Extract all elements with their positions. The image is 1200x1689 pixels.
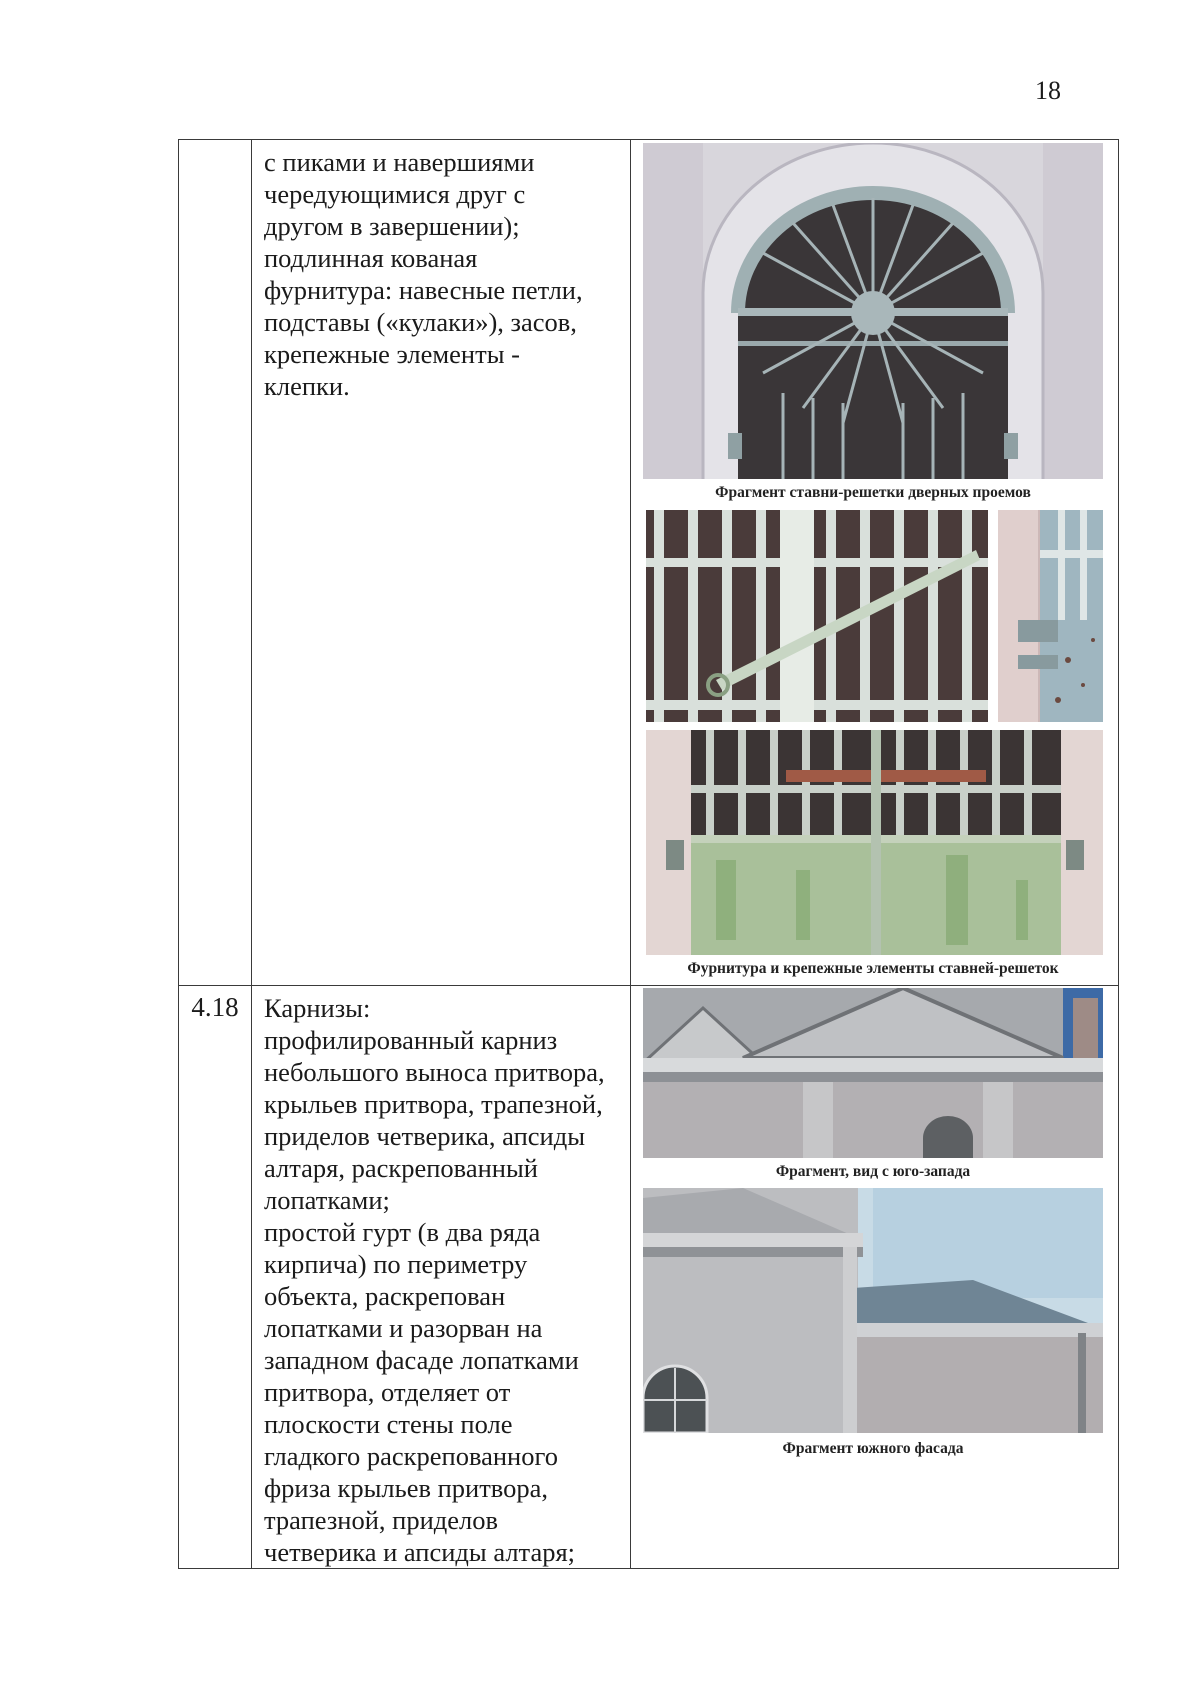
description-cell [252,986,631,1569]
description-text: Карнизы: профилированный карниз небольшого выноса притвора, крыльев притвора, трапезной, приделов четверика, апсиды алтаря, раскрепованный лопатками; простой гурт (в два ряда кирпича) по периметру объекта, раскрепован лопатками и разорван на западном фасаде лопатками притвора, отделяет от плоскости стены поле гладкого раскрепованного фриза крыльев притвора, трапезной, приделов четверика и апсиды алтаря; [264,993,605,1567]
photo-caption: Фрагмент, вид с юго-запада [775,1163,971,1180]
item-number-cell [179,986,252,1569]
photo-caption: Фрагмент ставни-решетки дверных проемов [715,484,1031,501]
description-text: с пиками и навершиями чередующимися друг с другом в завершении); подлинная кованая фурнитура: навесные петли, подставы («кулаки»), засов, крепежные элементы - клепки. [264,147,583,401]
shutter-fittings-photo [646,730,1103,955]
photo-caption: Фрагмент южного фасада [782,1440,964,1457]
door-hinge-photo [998,510,1103,722]
item-number: 4.18 [191,992,239,1022]
item-number-cell [179,140,252,986]
arched-door-grille-photo [643,143,1103,479]
door-bolt-photo [646,510,988,722]
item-number [179,140,251,146]
page-number: 18 [1035,76,1061,105]
south-facade-photo [643,1188,1103,1433]
photo-caption: Фурнитура и крепежные элементы ставней-решеток [687,960,1059,977]
cornice-southwest-photo [643,988,1103,1158]
description-cell [252,140,631,986]
